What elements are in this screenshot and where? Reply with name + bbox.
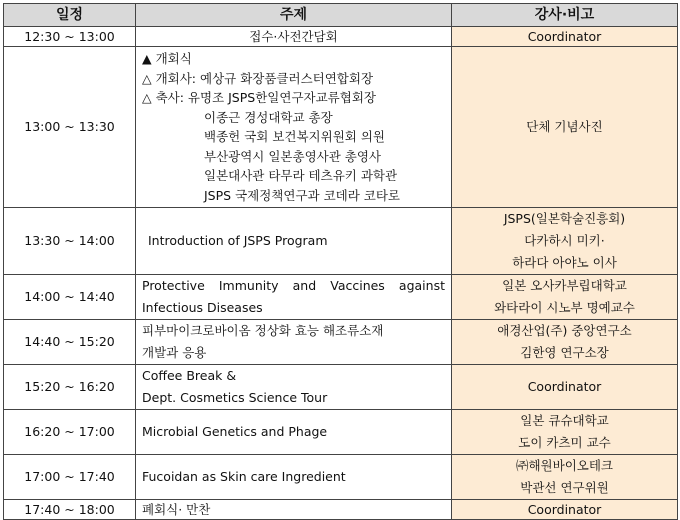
speaker-line: 도이 카츠미 교수 (518, 435, 611, 450)
schedule-row (4, 455, 678, 500)
speaker-line: 일본 오사카부립대학교 (502, 278, 627, 293)
topic-line: Microbial Genetics and Phage (142, 424, 328, 439)
header-speaker: 강사·비고 (452, 4, 678, 27)
speaker-cell (452, 275, 678, 320)
header-time: 일정 (4, 4, 136, 27)
speaker-cell (452, 410, 678, 455)
speaker-cell (452, 208, 678, 275)
topic-line: 폐회식· 만찬 (142, 502, 211, 517)
speaker-cell (452, 500, 678, 520)
time-cell: 17:40 ~ 18:00 (4, 500, 136, 520)
speaker-line: 애경산업(주) 중앙연구소 (497, 323, 632, 338)
speaker-line: JSPS(일본학술진흥회) (503, 211, 626, 226)
speaker-line: Coordinator (527, 379, 602, 394)
topic-line: 피부마이크로바이옴 정상화 효능 해조류소재 (142, 323, 384, 338)
header-topic: 주제 (136, 4, 452, 27)
time-cell: 12:30 ~ 13:00 (4, 27, 136, 47)
speaker-line: 와타라이 시노부 명예교수 (494, 300, 635, 315)
topic-cell (136, 208, 452, 275)
topic-line: Introduction of JSPS Program (148, 233, 328, 248)
schedule-row (4, 47, 678, 208)
speaker-line: 하라다 아야노 이사 (512, 255, 617, 270)
schedule-row (4, 500, 678, 520)
speaker-line: 김한영 연구소장 (520, 345, 609, 360)
speaker-line: Coordinator (527, 502, 602, 517)
schedule-row (4, 27, 678, 47)
time-cell: 14:00 ~ 14:40 (4, 275, 136, 320)
time-cell: 13:30 ~ 14:00 (4, 208, 136, 275)
topic-line: Infectious Diseases (142, 300, 263, 315)
topic-cell (136, 275, 452, 320)
schedule-row (4, 320, 678, 365)
topic-line: △ 개회사: 예상규 화장품클러스터연합회장 (142, 70, 374, 86)
topic-line: 백종헌 국회 보건복지위원회 의원 (204, 129, 385, 144)
speaker-line: ㈜해원바이오테크 (515, 458, 614, 473)
speaker-line: 단체 기념사진 (526, 119, 603, 134)
speaker-line: 다카하시 미키· (524, 233, 605, 248)
speaker-cell (452, 365, 678, 410)
topic-line: Coffee Break & (142, 368, 237, 383)
speaker-line: 박관선 연구위원 (520, 480, 609, 495)
topic-line: 이종근 경성대학교 총장 (204, 109, 333, 125)
time-cell: 16:20 ~ 17:00 (4, 410, 136, 455)
topic-line: ▲ 개회식 (142, 51, 192, 66)
speaker-line: Coordinator (527, 29, 602, 44)
time-cell: 15:20 ~ 16:20 (4, 365, 136, 410)
speaker-cell (452, 320, 678, 365)
topic-line: 개발과 응용 (142, 345, 207, 360)
time-cell: 17:00 ~ 17:40 (4, 455, 136, 500)
topic-line: 접수·사전간담회 (249, 29, 338, 44)
topic-cell (136, 320, 452, 365)
topic-cell (136, 365, 452, 410)
header-row (4, 4, 678, 27)
speaker-cell (452, 455, 678, 500)
topic-cell (136, 410, 452, 455)
topic-line: Dept. Cosmetics Science Tour (142, 390, 328, 405)
time-cell: 13:00 ~ 13:30 (4, 47, 136, 208)
topic-cell (136, 47, 452, 208)
schedule-row (4, 275, 678, 320)
topic-cell (136, 500, 452, 520)
topic-line: JSPS 국제정책연구과 코데라 코타로 (204, 187, 400, 203)
schedule-table (3, 3, 678, 520)
topic-line: 부산광역시 일본총영사관 총영사 (204, 148, 381, 164)
topic-line: 일본대사관 타무라 테츠유키 과학관 (204, 168, 398, 183)
time-cell: 14:40 ~ 15:20 (4, 320, 136, 365)
topic-cell (136, 455, 452, 500)
speaker-line: 일본 큐슈대학교 (520, 413, 609, 428)
schedule-wrapper (3, 3, 677, 520)
speaker-cell (452, 47, 678, 208)
speaker-cell (452, 27, 678, 47)
topic-line: Protective Immunity and Vaccines against (142, 278, 445, 293)
schedule-row (4, 208, 678, 275)
topic-line: Fucoidan as Skin care Ingredient (142, 469, 346, 484)
topic-line: △ 축사: 유명조 JSPS한일연구자교류협회장 (142, 90, 376, 105)
topic-cell (136, 27, 452, 47)
schedule-row (4, 410, 678, 455)
schedule-row (4, 365, 678, 410)
